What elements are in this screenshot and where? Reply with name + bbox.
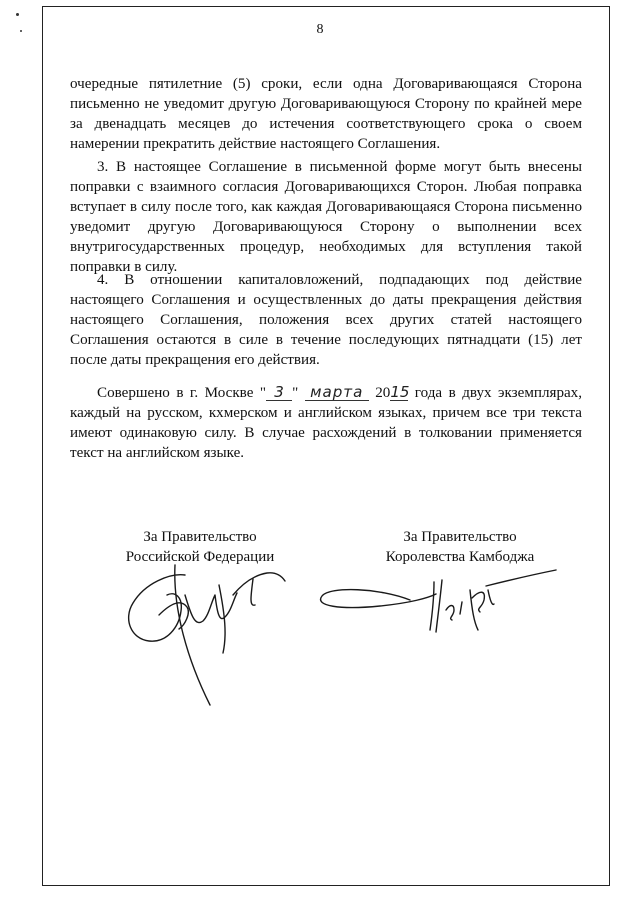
- closing-paragraph: [70, 383, 582, 463]
- signature-cambodia: [310, 560, 560, 640]
- signatory-russia-line1: За Правительство: [143, 529, 257, 545]
- signatory-cambodia-line1: За Правительство: [403, 529, 517, 545]
- closing-prefix: Совершено в г. Москве ": [97, 385, 267, 401]
- scan-speck: [16, 13, 19, 16]
- signature-russia: [115, 555, 290, 710]
- signatory-russia-line2: Российской Федерации: [125, 549, 275, 565]
- handwritten-month: марта: [305, 384, 369, 401]
- handwritten-year: 15: [390, 383, 410, 401]
- closing-mid: ": [292, 385, 305, 401]
- paragraph-continuation: очередные пятилетние (5) сроки, если одна Договаривающаяся Сторона письменно не уведомит другую Договаривающуюся Сторону по крайней мере за двенадцать месяцев до истечения соответствующего срока о своем намерении прекратить действие настоящего Соглашения.: [70, 76, 582, 152]
- closing-suffix: года в двух экземплярах, каждый на русском, кхмерском и английском языках, причем все три текста имеют одинаковую силу. В случае расхождений в толковании применяется текст на английском языке.: [70, 385, 583, 461]
- page-number: 8: [316, 22, 324, 37]
- paragraph-item-4: 4. В отношении капиталовложений, подпадающих под действие настоящего Соглашения и осуществленных до даты прекращения действия настоящего Соглашения, положения всех других статей настоящего Соглашения остаются в силе в течение последующих пятнадцати (15) лет после даты прекращения его действия.: [70, 272, 582, 368]
- signatory-cambodia-line2: Королевства Камбоджа: [385, 549, 535, 565]
- handwritten-day: 3: [266, 384, 292, 401]
- closing-year-prefix: 20: [368, 385, 391, 401]
- paragraph-item-3: 3. В настоящее Соглашение в письменной форме могут быть внесены поправки с взаимного согласия Договаривающихся Сторон. Любая поправка вступает в силу после того, как каждая Договаривающаяся Сторона письменно уведомит другую Договаривающуюся Сторону о выполнении всех внутригосударственных процедур, необходимых для вступления такой поправки в силу.: [70, 159, 582, 275]
